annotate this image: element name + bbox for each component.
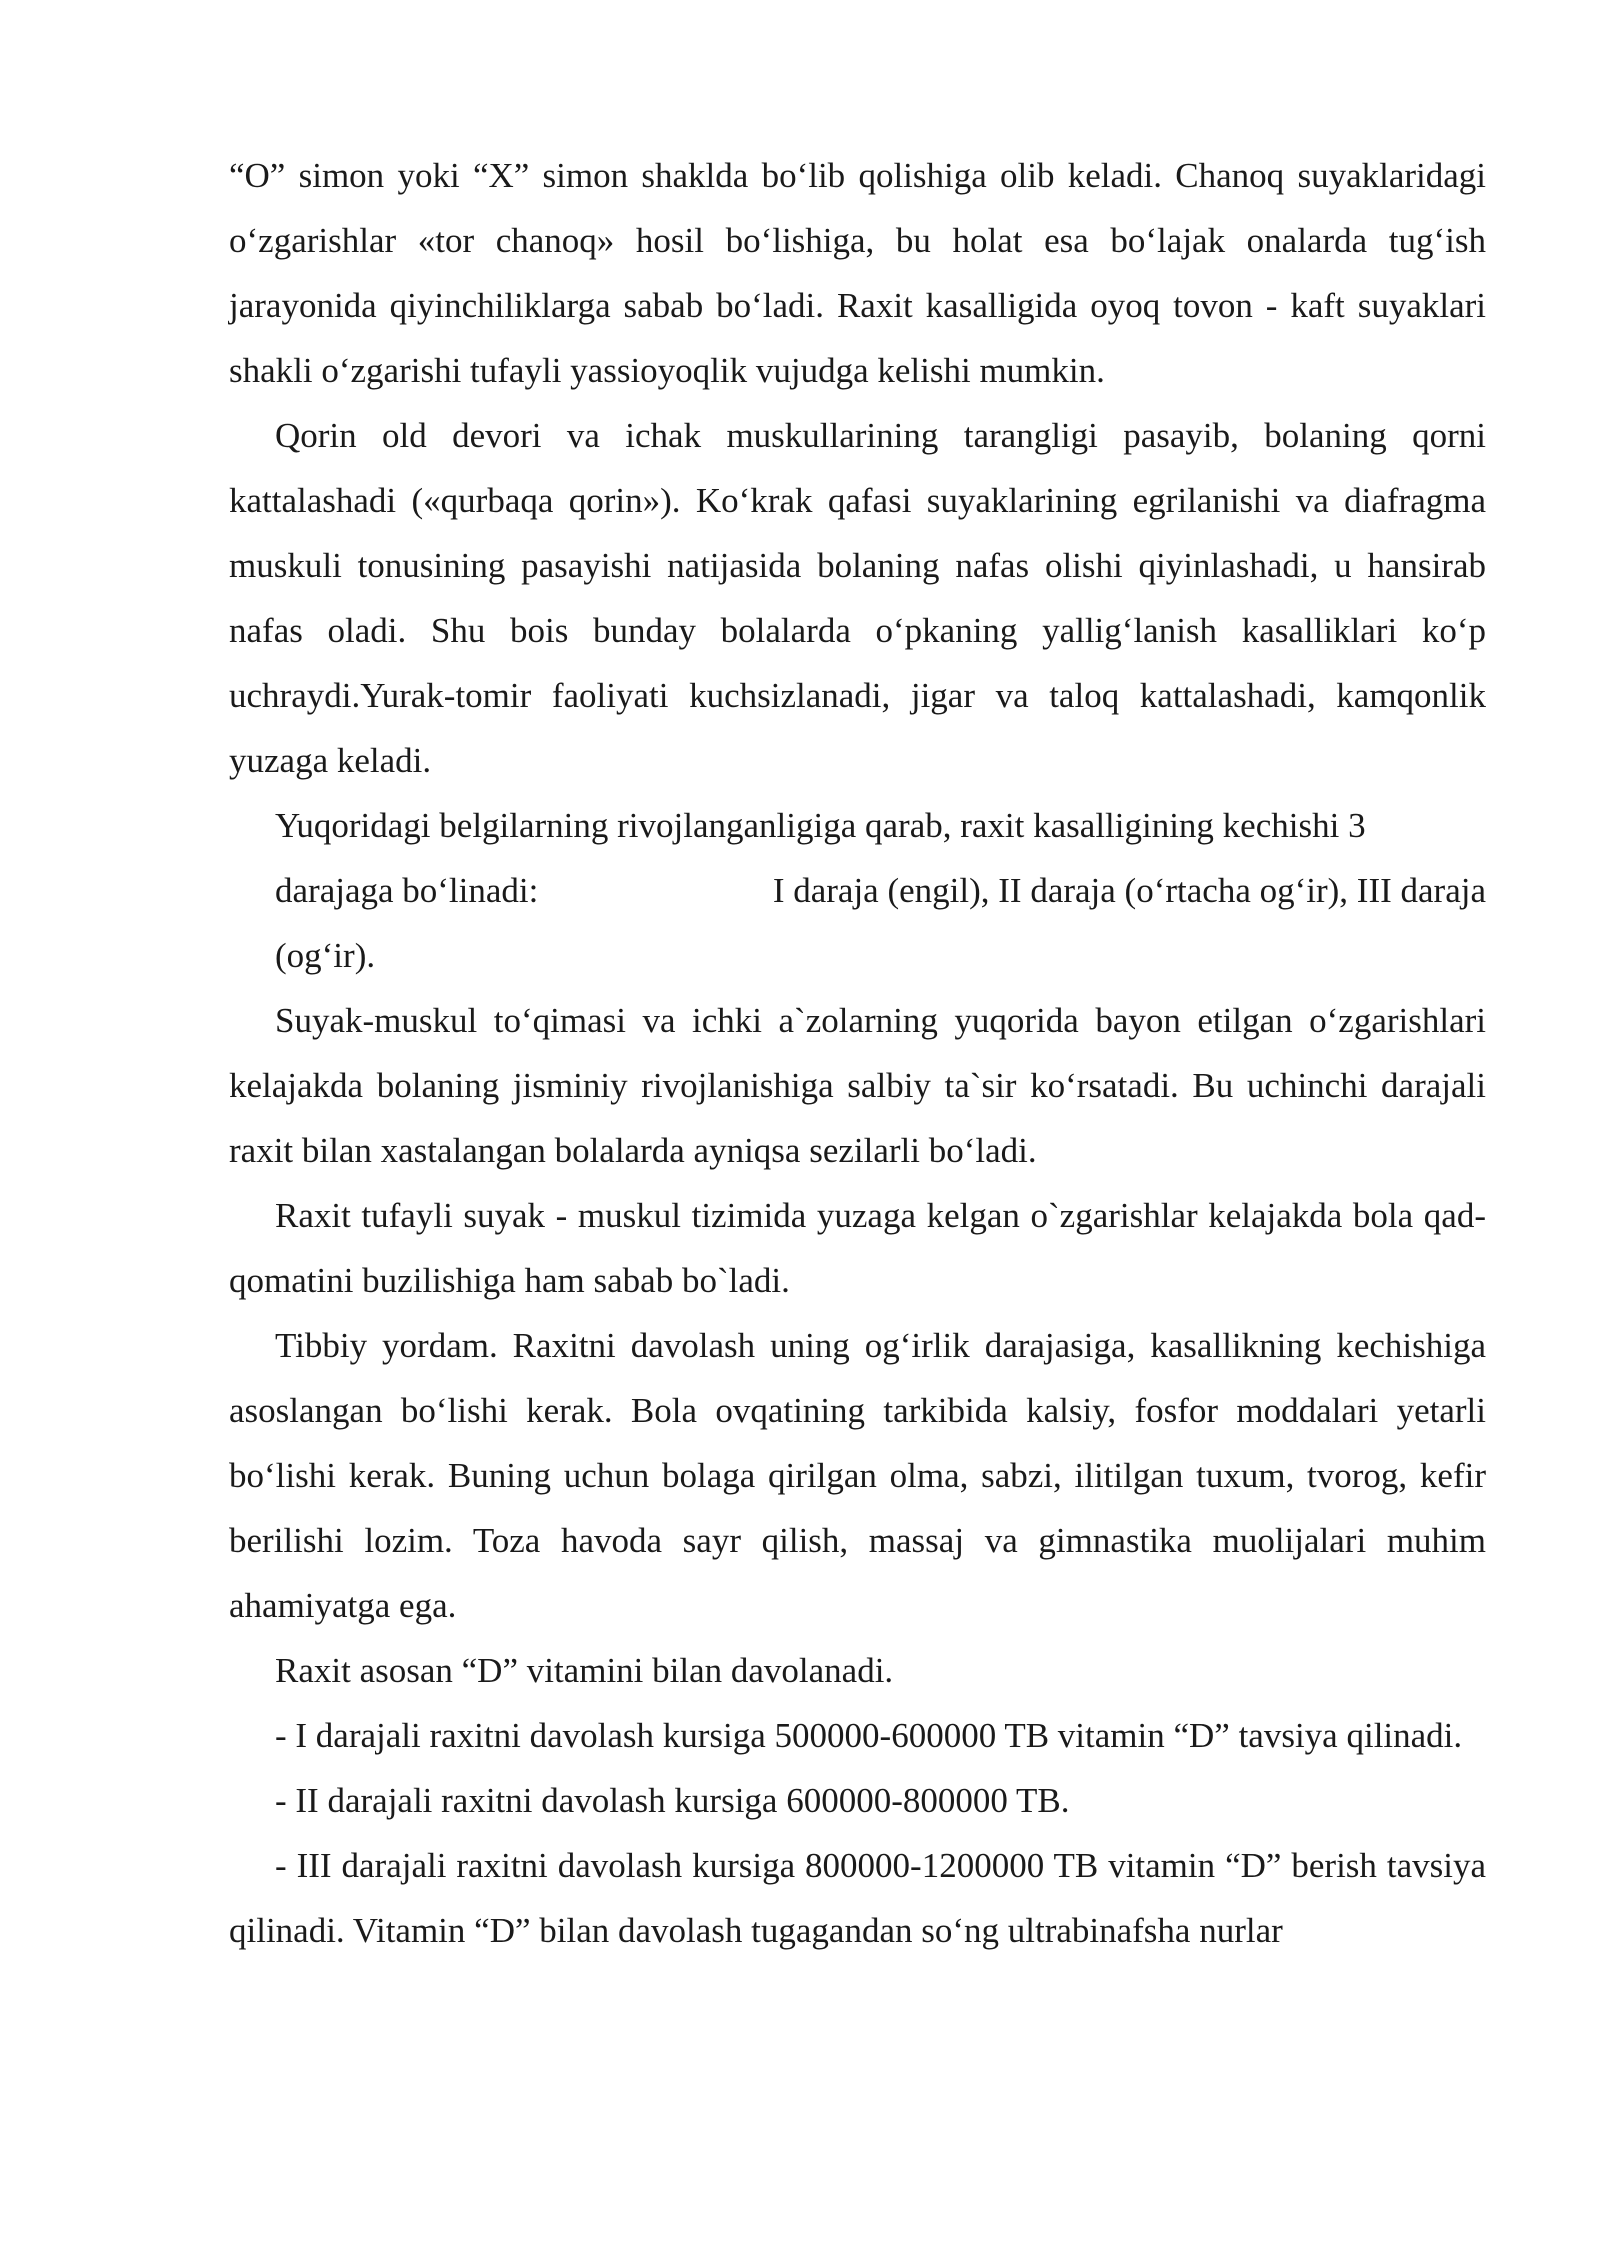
paragraph-abdominal-chest-changes: Qorin old devori va ichak muskullarining tarangligi pasayib, bolaning qorni kattalashadi («qurbaqa qorin»). Ko‘krak qafasi suyaklarining egrilanishi va diafragma muskuli tonusining pasayishi natijasida bolaning nafas olishi qiyinlashadi, u hansirab nafas oladi. Shu bois bunday bolalarda o‘pkaning yallig‘lanish kasalliklari ko‘p uchraydi.Yurak-tomir faoliyati kuchsizlanadi, jigar va taloq kattalashadi, kamqonlik yuzaga keladi.	[229, 416, 1486, 780]
severity-line-1: Yuqoridagi belgilarning rivojlanganligiga qarab, raxit kasalligining kechishi 3	[275, 806, 1366, 845]
paragraph-vitamin-d-treatment: Raxit asosan “D” vitamini bilan davolanadi.	[275, 1651, 894, 1690]
severity-line-2-right: I daraja (engil), II daraja (o‘rtacha og‘ir), III daraja	[772, 871, 1486, 910]
list-item-degree-2-dose: - II darajali raxitni davolash kursiga 600000-800000 TB.	[275, 1781, 1070, 1820]
document-body	[229, 143, 1486, 1963]
list-item-degree-3-dose: - III darajali raxitni davolash kursiga 800000-1200000 TB vitamin “D” berish tavsiya qilinadi. Vitamin “D” bilan davolash tugagandan so‘ng ultrabinafsha nurlar	[229, 1846, 1486, 1950]
severity-line-2-left: darajaga bo‘linadi:	[275, 871, 539, 910]
paragraph-severity-degrees	[229, 793, 1486, 988]
severity-line-3: (og‘ir).	[275, 936, 376, 975]
paragraph-posture-effects: Raxit tufayli suyak - muskul tizimida yuzaga kelgan o`zgarishlar kelajakda bola qad-qomatini buzilishiga ham sabab bo`ladi.	[229, 1196, 1486, 1300]
list-item-degree-1-dose: - I darajali raxitni davolash kursiga 500000-600000 TB vitamin “D” tavsiya qilinadi.	[275, 1716, 1463, 1755]
severity-line-2	[229, 858, 1486, 923]
paragraph-musculoskeletal-effects: Suyak-muskul to‘qimasi va ichki a`zolarning yuqorida bayon etilgan o‘zgarishlari kelajakda bolaning jisminiy rivojlanishiga salbiy ta`sir ko‘rsatadi. Bu uchinchi darajali raxit bilan xastalangan bolalarda ayniqsa sezilarli bo‘ladi.	[229, 1001, 1486, 1170]
paragraph-rickets-deformities: “O” simon yoki “X” simon shaklda bo‘lib qolishiga olib keladi. Chanoq suyaklaridagi o‘zgarishlar «tor chanoq» hosil bo‘lishiga, bu holat esa bo‘lajak onalarda tug‘ish jarayonida qiyinchiliklarga sabab bo‘ladi. Raxit kasalligida oyoq tovon - kaft suyaklari shakli o‘zgarishi tufayli yassioyoqlik vujudga kelishi mumkin.	[229, 156, 1486, 390]
paragraph-medical-help: Tibbiy yordam. Raxitni davolash uning og‘irlik darajasiga, kasallikning kechishiga asoslangan bo‘lishi kerak. Bola ovqatining tarkibida kalsiy, fosfor moddalari yetarli bo‘lishi kerak. Buning uchun bolaga qirilgan olma, sabzi, ilitilgan tuxum, tvorog, kefir berilishi lozim. Toza havoda sayr qilish, massaj va gimnastika muolijalari muhim ahamiyatga ega.	[229, 1326, 1486, 1625]
